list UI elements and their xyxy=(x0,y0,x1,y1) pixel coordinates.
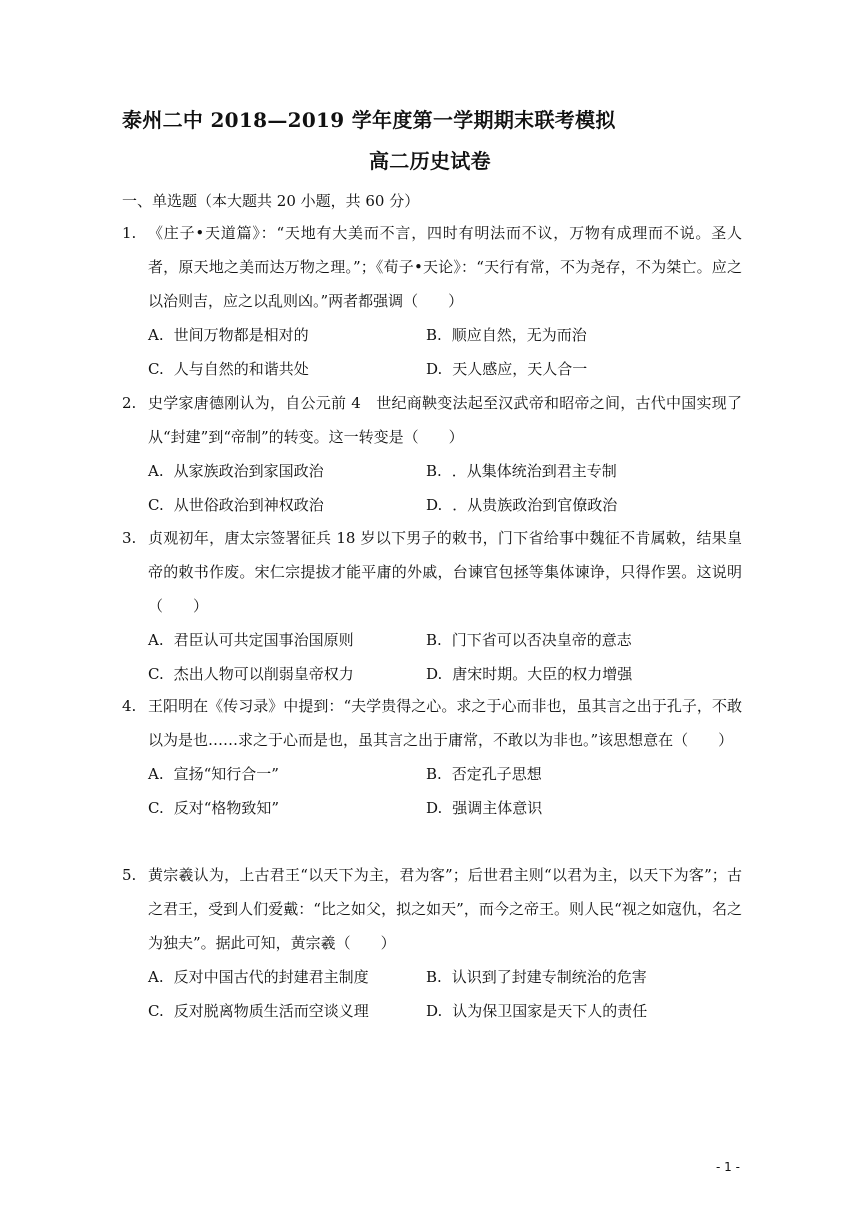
option-letter: B. xyxy=(426,631,442,649)
options-row xyxy=(148,352,742,386)
option-b xyxy=(426,960,647,994)
option-text: 世间万物都是相对的 xyxy=(173,326,309,344)
option-letter: D. xyxy=(426,496,443,514)
option-a xyxy=(148,318,309,352)
option-text: 强调主体意识 xyxy=(452,799,543,817)
option-text: 杰出人物可以削弱皇帝权力 xyxy=(173,665,354,683)
option-a xyxy=(148,960,369,994)
options-row xyxy=(148,454,742,488)
option-a xyxy=(148,757,279,791)
option-letter: B. xyxy=(426,968,442,986)
exam-subtitle: 高二历史试卷 xyxy=(369,149,491,173)
option-d xyxy=(426,488,617,522)
option-text: ．从集体统治到君主专制 xyxy=(451,462,617,480)
option-a xyxy=(148,454,324,488)
option-letter: B. xyxy=(426,765,442,783)
question-stem: 贞观初年，唐太宗签署征兵 18 岁以下男子的敕书，门下省给事中魏征不肯属敕，结果皇帝的敕书作废。宋仁宗提拔才能平庸的外戚，台谏官包拯等集体谏诤，只得作罢。这说明（ ） xyxy=(148,529,742,615)
option-letter: A. xyxy=(148,765,164,783)
option-text: 认为保卫国家是天下人的责任 xyxy=(452,1002,648,1020)
option-d xyxy=(426,994,647,1028)
option-letter: D. xyxy=(426,665,443,683)
options-row xyxy=(148,657,742,691)
question-3 xyxy=(122,521,742,691)
exam-title: 泰州二中 2018—2019 学年度第一学期期末联考模拟 xyxy=(122,108,616,132)
option-text: 宣扬“知行合一” xyxy=(173,765,279,783)
option-c xyxy=(148,657,354,691)
option-a xyxy=(148,623,354,657)
option-text: 门下省可以否决皇帝的意志 xyxy=(451,631,632,649)
question-number: 2. xyxy=(122,394,137,412)
page-number: - 1 - xyxy=(716,1160,740,1174)
option-letter: A. xyxy=(148,631,164,649)
section-heading: 一、单选题（本大题共 20 小题，共 60 分） xyxy=(122,192,420,210)
options-row xyxy=(148,757,742,791)
option-letter: C. xyxy=(148,360,164,378)
option-letter: C. xyxy=(148,1002,164,1020)
option-letter: C. xyxy=(148,496,164,514)
options-row xyxy=(148,994,742,1028)
question-2 xyxy=(122,386,742,522)
option-c xyxy=(148,352,309,386)
option-b xyxy=(426,454,617,488)
option-letter: A. xyxy=(148,326,164,344)
option-letter: D. xyxy=(426,799,443,817)
option-text: 认识到了封建专制统治的危害 xyxy=(451,968,647,986)
question-number: 1. xyxy=(122,224,137,242)
question-number: 3. xyxy=(122,529,137,547)
option-letter: B. xyxy=(426,326,442,344)
options-row xyxy=(148,960,742,994)
option-text: ．从贵族政治到官僚政治 xyxy=(452,496,618,514)
options-row xyxy=(148,318,742,352)
question-stem: 《庄子•天道篇》：“天地有大美而不言，四时有明法而不议，万物有成理而不说。圣人者，原天地之美而达万物之理。”；《荀子•天论》：“天行有常，不为尧存，不为桀亡。应之以治则吉，应之以乱则凶。”两者都强调（ ） xyxy=(148,224,742,310)
option-text: 反对脱离物质生活而空谈义理 xyxy=(173,1002,369,1020)
option-b xyxy=(426,623,632,657)
option-c xyxy=(148,488,324,522)
option-letter: B. xyxy=(426,462,442,480)
options-row xyxy=(148,623,742,657)
option-text: 唐宋时期。大臣的权力增强 xyxy=(452,665,633,683)
option-text: 反对中国古代的封建君主制度 xyxy=(173,968,369,986)
option-text: 反对“格物致知” xyxy=(173,799,280,817)
option-d xyxy=(426,657,632,691)
question-number: 5. xyxy=(122,866,137,884)
option-b xyxy=(426,757,542,791)
option-text: 否定孔子思想 xyxy=(451,765,542,783)
question-stem: 王阳明在《传习录》中提到：“夫学贵得之心。求之于心而非也，虽其言之出于孔子，不敢以为是也……求之于心而是也，虽其言之出于庸常，不敢以为非也。”该思想意在（ ） xyxy=(148,697,742,749)
option-text: 君臣认可共定国事治国原则 xyxy=(173,631,354,649)
option-c xyxy=(148,791,279,825)
question-stem: 史学家唐德刚认为，自公元前 4 世纪商鞅变法起至汉武帝和昭帝之间，古代中国实现了从“封建”到“帝制”的转变。这一转变是（ ） xyxy=(148,394,742,446)
question-1 xyxy=(122,216,742,386)
options-row xyxy=(148,488,742,522)
option-b xyxy=(426,318,587,352)
option-text: 人与自然的和谐共处 xyxy=(173,360,309,378)
option-letter: C. xyxy=(148,665,164,683)
question-number: 4. xyxy=(122,697,137,715)
option-text: 顺应自然，无为而治 xyxy=(451,326,587,344)
option-letter: D. xyxy=(426,1002,443,1020)
option-text: 从家族政治到家国政治 xyxy=(173,462,324,480)
question-5 xyxy=(122,858,742,1028)
option-letter: D. xyxy=(426,360,443,378)
option-text: 从世俗政治到神权政治 xyxy=(173,496,324,514)
question-stem: 黄宗羲认为，上古君王“以天下为主，君为客”；后世君主则“以君为主，以天下为客”；古之君王，受到人们爱戴：“比之如父，拟之如天”，而今之帝王。则人民“视之如寇仇，名之为独夫”。据此可知，黄宗羲（ ） xyxy=(148,866,742,952)
option-letter: A. xyxy=(148,968,164,986)
option-letter: A. xyxy=(148,462,164,480)
option-d xyxy=(426,791,542,825)
question-4 xyxy=(122,689,742,825)
option-letter: C. xyxy=(148,799,164,817)
option-text: 天人感应，天人合一 xyxy=(452,360,588,378)
option-d xyxy=(426,352,587,386)
option-c xyxy=(148,994,369,1028)
options-row xyxy=(148,791,742,825)
